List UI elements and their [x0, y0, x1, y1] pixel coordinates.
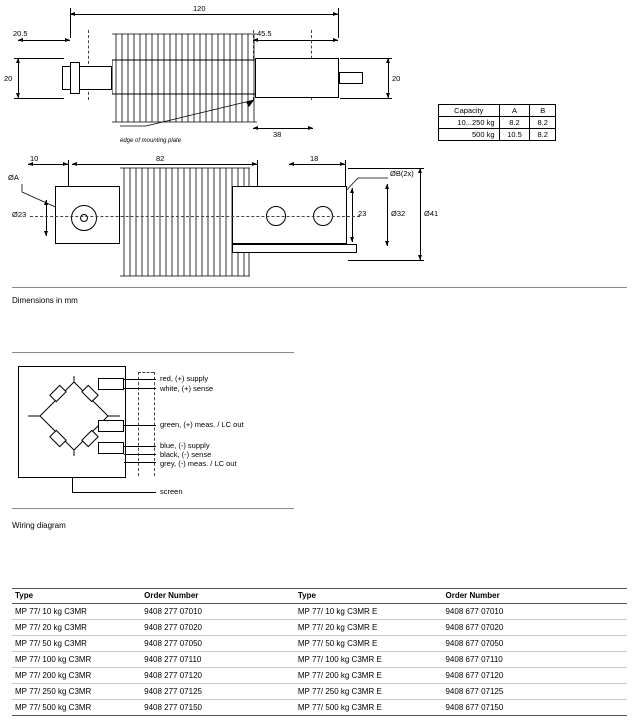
dim-line-18	[289, 164, 345, 165]
wire-label-blue: blue, (-) supply	[160, 441, 210, 450]
table-row	[12, 668, 627, 684]
arrow-icon	[385, 184, 389, 189]
order-number-e: 9408 677 07050	[442, 636, 627, 652]
wiring-caption: Wiring diagram	[12, 521, 66, 530]
dim-10-label: 10	[30, 154, 39, 163]
dim-line-23	[352, 188, 353, 242]
bottom-tab	[232, 244, 357, 253]
dim-total-label: 120	[193, 4, 206, 13]
dim-18-label: 18	[310, 154, 319, 163]
capacity-table-row	[439, 129, 556, 141]
dia-a-label: ØA	[8, 173, 19, 182]
dim-38-label: 38	[273, 130, 282, 139]
wire-red	[124, 379, 146, 380]
order-table	[12, 588, 627, 716]
order-number-e: 9408 677 07125	[442, 684, 627, 700]
wire-label-red: red, (+) supply	[160, 374, 209, 383]
order-header-number-2: Order Number	[442, 589, 627, 604]
arrow-icon	[350, 237, 354, 242]
height-left-label: 20	[4, 74, 13, 83]
arrow-icon	[308, 126, 313, 130]
dim-line-dia41	[420, 168, 421, 260]
wire-label-black: black, (-) sense	[160, 450, 212, 459]
dim-line-height-left	[18, 58, 19, 98]
wire-blue	[124, 446, 146, 447]
dim-line-82	[72, 164, 257, 165]
order-type: MP 77/ 10 kg C3MR	[12, 604, 141, 620]
left-flange	[70, 62, 80, 94]
order-type-e: MP 77/ 50 kg C3MR E	[295, 636, 443, 652]
capacity-a-value: 10.5	[499, 129, 530, 141]
order-number-e: 9408 677 07150	[442, 700, 627, 716]
capacity-b-value: 8.2	[530, 129, 556, 141]
capacity-table-row	[439, 117, 556, 129]
lead-line	[146, 388, 156, 389]
terminal-bottom	[98, 442, 124, 454]
order-number-e: 9408 677 07020	[442, 620, 627, 636]
lead-line	[146, 454, 156, 455]
wire-label-white: white, (+) sense	[160, 384, 214, 393]
wire-green	[124, 425, 146, 426]
ext-line	[338, 8, 339, 38]
dia-b-label: ØB(2x)	[390, 169, 414, 178]
table-row	[12, 652, 627, 668]
order-type-e: MP 77/ 100 kg C3MR E	[295, 652, 443, 668]
arrow-icon	[385, 241, 389, 246]
right-body-block	[255, 58, 339, 98]
capacity-value: 500 kg	[439, 129, 500, 141]
table-row	[12, 620, 627, 636]
dim-line-10	[28, 164, 68, 165]
arrow-icon	[289, 162, 294, 166]
order-number: 9408 277 07150	[141, 700, 295, 716]
dia-32-label: Ø32	[391, 209, 406, 218]
lead-line	[146, 446, 156, 447]
dim-23-label: 23	[358, 209, 367, 218]
mounting-plate-note: edge of mounting plate	[120, 138, 182, 144]
order-number: 9408 277 07120	[141, 668, 295, 684]
arrow-icon	[18, 38, 23, 42]
order-type: MP 77/ 250 kg C3MR	[12, 684, 141, 700]
arrow-icon	[44, 200, 48, 205]
terminal-top	[98, 378, 124, 390]
lead-line	[146, 379, 156, 380]
dia-41-label: Ø41	[424, 209, 439, 218]
lead-line	[146, 425, 156, 426]
dim-line-left	[18, 40, 70, 41]
dim-left-label: 20.5	[13, 29, 28, 38]
order-number-e: 9408 677 07120	[442, 668, 627, 684]
wire-label-green: green, (+) meas. / LC out	[160, 420, 244, 429]
capacity-value: 10...250 kg	[439, 117, 500, 129]
arrow-icon	[70, 12, 75, 16]
dim-line-height-right	[388, 58, 389, 98]
capacity-b-value: 8.2	[530, 117, 556, 129]
divider	[12, 287, 627, 288]
arrow-icon	[72, 162, 77, 166]
ext-line	[14, 98, 64, 99]
dim-line-38	[253, 128, 313, 129]
wire-label-screen: screen	[160, 487, 183, 496]
capacity-header-capacity: Capacity	[439, 105, 500, 117]
ext-line	[348, 168, 424, 169]
lead-line	[146, 462, 156, 463]
terminal-mid	[98, 420, 124, 432]
wiring-diagram	[12, 358, 302, 503]
table-row	[12, 700, 627, 716]
right-shaft	[339, 72, 363, 84]
divider	[12, 508, 294, 509]
dim-82-label: 82	[156, 154, 165, 163]
order-number-e: 9408 677 07010	[442, 604, 627, 620]
screen-drop	[72, 478, 73, 492]
arrow-icon	[333, 12, 338, 16]
capacity-table-header-row	[439, 105, 556, 117]
ext-line	[14, 58, 64, 59]
order-number: 9408 277 07020	[141, 620, 295, 636]
wire-white	[124, 388, 146, 389]
order-header-type-2: Type	[295, 589, 443, 604]
center-line-horizontal	[30, 216, 360, 217]
table-row	[12, 684, 627, 700]
order-type: MP 77/ 200 kg C3MR	[12, 668, 141, 684]
order-header-type-1: Type	[12, 589, 141, 604]
order-type: MP 77/ 500 kg C3MR	[12, 700, 141, 716]
top-view-drawing	[0, 0, 420, 150]
cable-channel-top	[138, 372, 154, 373]
order-type-e: MP 77/ 20 kg C3MR E	[295, 620, 443, 636]
order-type-e: MP 77/ 200 kg C3MR E	[295, 668, 443, 684]
capacity-a-value: 8.2	[499, 117, 530, 129]
dim-line-dia32	[387, 184, 388, 246]
arrow-icon	[350, 188, 354, 193]
order-type: MP 77/ 100 kg C3MR	[12, 652, 141, 668]
order-number: 9408 277 07010	[141, 604, 295, 620]
order-number: 9408 277 07125	[141, 684, 295, 700]
order-header-number-1: Order Number	[141, 589, 295, 604]
capacity-header-b: B	[530, 105, 556, 117]
dia-23-label: Ø23	[12, 210, 27, 219]
wire-grey	[124, 462, 146, 463]
ext-line	[257, 160, 258, 186]
dim-line-right	[253, 40, 338, 41]
capacity-header-a: A	[499, 105, 530, 117]
order-number-e: 9408 677 07110	[442, 652, 627, 668]
bellows-side-svg	[120, 166, 250, 278]
divider	[12, 352, 294, 353]
order-type: MP 77/ 20 kg C3MR	[12, 620, 141, 636]
side-view-drawing	[0, 150, 460, 285]
wire-black	[124, 454, 146, 455]
screen-wire	[72, 492, 156, 493]
wire-label-grey: grey, (-) meas. / LC out	[160, 459, 237, 468]
arrow-icon	[65, 38, 70, 42]
order-table-header-row	[12, 589, 627, 604]
ext-line	[348, 260, 424, 261]
leader-note	[118, 96, 258, 132]
table-row	[12, 604, 627, 620]
ext-line	[340, 98, 392, 99]
order-type: MP 77/ 50 kg C3MR	[12, 636, 141, 652]
order-type-e: MP 77/ 250 kg C3MR E	[295, 684, 443, 700]
order-type-e: MP 77/ 10 kg C3MR E	[295, 604, 443, 620]
dim-line-total	[70, 14, 338, 15]
arrow-icon	[44, 231, 48, 236]
dimensions-caption: Dimensions in mm	[12, 296, 78, 305]
order-type-e: MP 77/ 500 kg C3MR E	[295, 700, 443, 716]
table-row	[12, 636, 627, 652]
arrow-icon	[333, 38, 338, 42]
order-number-table	[12, 588, 627, 716]
order-number: 9408 277 07110	[141, 652, 295, 668]
order-number: 9408 277 07050	[141, 636, 295, 652]
height-right-label: 20	[392, 74, 401, 83]
bellows-side-section	[120, 166, 250, 278]
dim-right-label: 45.5	[257, 29, 272, 38]
ext-line	[340, 58, 392, 59]
capacity-table	[438, 104, 556, 141]
